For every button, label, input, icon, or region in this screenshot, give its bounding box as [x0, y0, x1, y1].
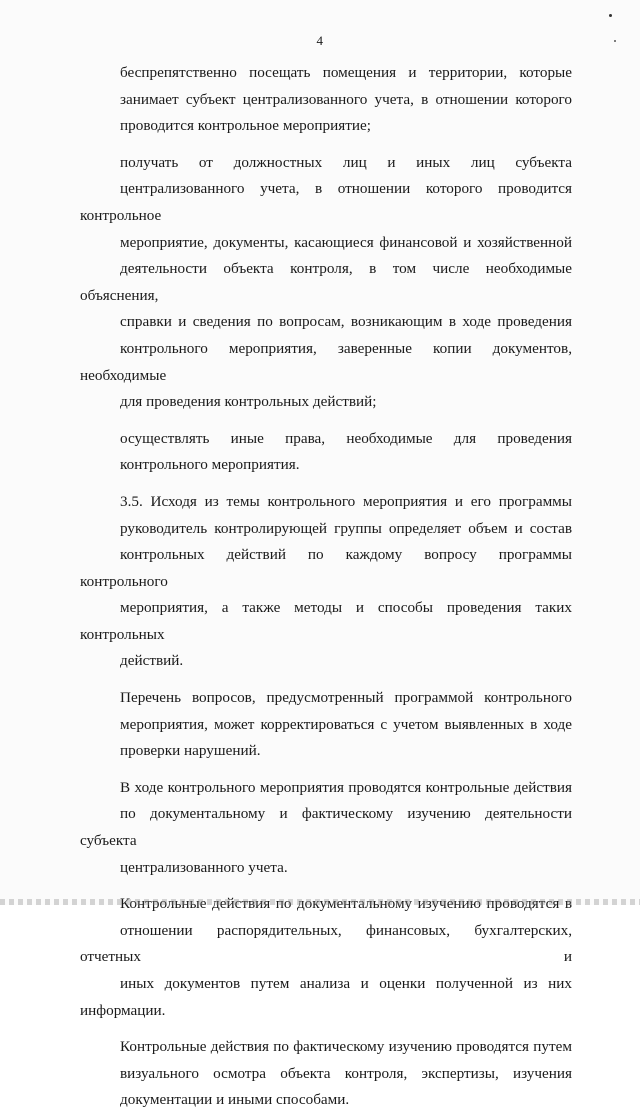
scan-edge-artifact [0, 899, 640, 905]
text-line: Контрольные действия по фактическому изучению проводятся путем [120, 1038, 572, 1056]
text-line: визуального осмотра объекта контроля, экспертизы, изучения [120, 1064, 572, 1082]
text-line: документации и иными способами. [120, 1091, 350, 1109]
paragraph [80, 685, 572, 765]
text-line: для проведения контрольных действий; [120, 393, 377, 411]
text-line: занимает субъект централизованного учета, в отношении которого [120, 90, 572, 108]
text-line: централизованного учета, в отношении которого проводится контрольное [80, 180, 572, 224]
text-line: централизованного учета. [120, 858, 288, 876]
paragraph [80, 426, 572, 479]
text-line: проверки нарушений. [120, 742, 261, 760]
paragraph [80, 1034, 572, 1114]
text-line: иных документов путем анализа и оценки полученной из них информации. [80, 975, 572, 1019]
paragraph [80, 150, 572, 416]
text-line: Контрольные действия по документальному изучению проводятся в [120, 895, 572, 913]
text-line: беспрепятственно посещать помещения и территории, которые [120, 64, 572, 81]
text-line: получать от должностных лиц и иных лиц субъекта [120, 153, 572, 171]
paragraph [80, 775, 572, 881]
text-line: деятельности объекта контроля, в том числе необходимые объяснения, [80, 260, 572, 304]
text-line: контрольного мероприятия, заверенные копии документов, необходимые [80, 339, 572, 384]
document-body [80, 60, 572, 1114]
scan-speck [609, 14, 612, 17]
text-line: контрольного мероприятия. [120, 456, 300, 474]
text-line: справки и сведения по вопросам, возникающим в ходе проведения [120, 313, 572, 331]
text-line: мероприятия, а также методы и способы проведения таких контрольных [80, 599, 572, 643]
text-line: руководитель контролирующей группы определяет объем и состав [120, 519, 572, 537]
text-line: мероприятие, документы, касающиеся финансовой и хозяйственной [120, 233, 572, 251]
text-line: отношении распорядительных, финансовых, бухгалтерских, отчетных и [80, 921, 572, 966]
text-line: осуществлять иные права, необходимые для проведения [120, 429, 572, 447]
text-line: контрольных действий по каждому вопросу программы контрольного [80, 546, 572, 590]
paragraph [80, 891, 572, 1024]
text-line: мероприятия, может корректироваться с учетом выявленных в ходе [120, 715, 572, 733]
text-line: В ходе контрольного мероприятия проводятся контрольные действия [120, 778, 572, 796]
text-line: по документальному и фактическому изучению деятельности субъекта [80, 805, 572, 850]
text-line: 3.5. Исходя из темы контрольного мероприятия и его программы [120, 492, 572, 510]
text-line: Перечень вопросов, предусмотренный программой контрольного [120, 689, 572, 707]
text-line: проводится контрольное мероприятие; [120, 117, 371, 135]
page-number: 4 [316, 33, 324, 48]
paragraph [80, 489, 572, 675]
text-line: действий. [120, 652, 184, 670]
paragraph [80, 60, 572, 140]
